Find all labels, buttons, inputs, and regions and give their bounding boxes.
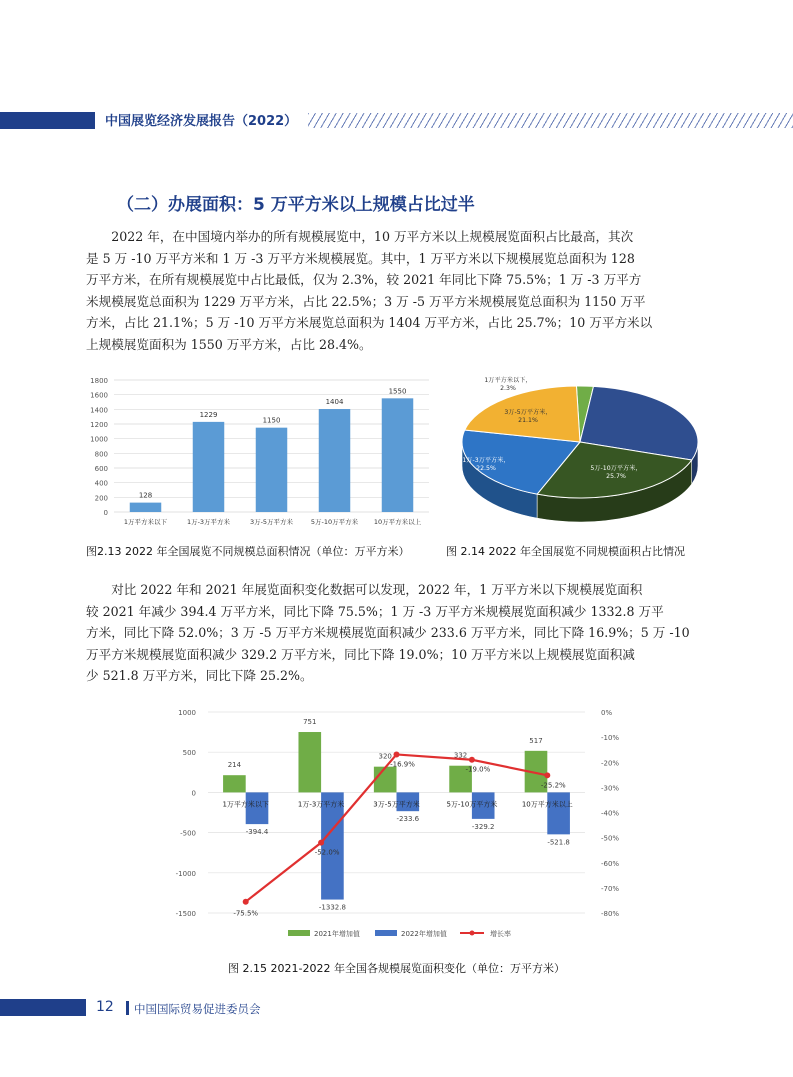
x-tick-label: 1万-3万平方米 [297,800,345,809]
y2-tick-label: -80% [601,910,620,918]
pie-label: 1万平方米以下， 2.3% [484,377,532,392]
x-tick-label: 5万-10万平方米 [446,800,498,809]
y-tick-label: 800 [94,450,108,459]
footer-separator [126,1001,129,1015]
bar [130,503,162,512]
growth-label: -75.5% [233,909,259,918]
y-tick-label: 1000 [178,709,196,717]
data-label-2021: 214 [227,761,242,770]
footer-org: 中国国际贸易促进委员会 [134,1002,261,1016]
footer-bar [0,999,86,1016]
page-number: 12 [96,999,114,1015]
y-tick-label: 200 [94,494,108,503]
y-tick-label: -500 [180,829,196,838]
y-tick-label: 1000 [90,435,108,444]
data-label-2022: -394.4 [245,828,269,837]
text-line: 万平方米规模展览面积减少 329.2 万平方米，同比下降 19.0%；10 万平方米以上规模展览面积减 [86,646,635,662]
growth-label: -25.2% [540,781,566,790]
text-line: 对比 2022 年和 2021 年展览面积变化数据可以发现，2022 年，1 万平方米以下规模展览面积 [111,582,643,597]
data-label-2021: 751 [303,718,317,727]
x-tick-label: 1万-3万平方米 [186,518,231,526]
y-tick-label: 600 [94,465,108,473]
bar [193,422,225,512]
x-tick-label: 1万平方米以下 [222,800,269,809]
y-tick-label: 500 [182,749,196,758]
y-tick-label: 0 [103,509,108,517]
data-label-2022: -521.8 [547,838,570,847]
pie-label: 3万-5万平方米， 21.1% [504,409,552,424]
y-tick-label: 0 [191,789,196,798]
bar-2021 [374,767,397,793]
y-tick-label: -1000 [175,869,196,878]
legend-swatch [375,930,397,936]
text-line: 较 2021 年减少 394.4 万平方米，同比下降 75.5%；1 万 -3 万平方米规模展览面积减少 1332.8 万平 [86,603,664,619]
growth-point [318,840,324,846]
y-tick-label: 1600 [90,391,108,400]
legend-label: 2021年增加值 [314,930,360,938]
text-line: 万平方米，在所有规模展览中占比最低，仅为 2.3%，较 2021 年同比下降 75.5%；1 万 -3 万平方 [86,272,642,288]
growth-label: -16.9% [390,760,415,769]
header-title: 中国展览经济发展报告（2022） [105,114,298,129]
data-label-2021: 517 [529,736,543,745]
data-label: 1404 [325,398,344,407]
data-label-2022: -233.6 [396,815,420,824]
pie-chart-share [448,370,710,538]
bar-2021 [223,775,246,792]
pie-label: 5万-10万平方米， 25.7% [590,465,642,480]
growth-label: -19.0% [465,765,491,774]
bar [382,398,414,512]
y-tick-label: 1800 [90,377,108,385]
y-tick-label: -1500 [175,910,196,918]
data-label-2022: -329.2 [471,822,495,831]
growth-point [243,899,249,905]
growth-point [469,757,475,763]
header-hatch [308,113,793,128]
text-line: 上规模展览面积为 1550 万平方米，占比 28.4%。 [86,336,372,352]
paragraph-1 [86,226,710,356]
x-tick-label: 10万平方米以上 [373,518,422,526]
text-line: 方米，占比 21.1%；5 万 -10 万平方米展览总面积为 1404 万平方米，占比 25.7%；10 万平方米以 [86,315,653,331]
data-label: 128 [138,491,153,500]
data-label: 1150 [262,416,281,425]
y2-tick-label: -40% [601,809,620,818]
x-tick-label: 3万-5万平方米 [373,800,420,809]
section-title: （二）办展面积：5 万平方米以上规模占比过半 [117,195,475,215]
y2-tick-label: 0% [601,709,613,717]
paragraph-2 [86,579,710,687]
growth-label: -52.0% [314,848,340,857]
text-line: 是 5 万 -10 万平方米和 1 万 -3 万平方米规模展览。其中，1 万平方米以下规模展览总面积为 128 [86,250,635,266]
bar-2022 [547,792,570,834]
y2-tick-label: -30% [601,784,620,793]
y2-tick-label: -10% [601,734,620,743]
text-line: 2022 年，在中国境内举办的所有规模展览中，10 万平方米以上规模展览面积占比最高，其次 [111,229,634,244]
y2-tick-label: -20% [601,759,620,768]
caption-fig-2-14: 图 2.14 2022 年全国展览不同规模面积占比情况 [446,545,685,558]
data-label-2022: -1332.8 [318,903,346,912]
caption-fig-2-15: 图 2.15 2021-2022 年全国各规模展览面积变化（单位：万平方米） [228,962,565,975]
pie-label: 10万平方米以上， 28.4% [650,381,702,396]
y-tick-label: 1200 [90,421,108,429]
data-label: 1550 [388,387,407,396]
x-tick-label: 10万平方米以上 [521,800,573,809]
bar [319,409,351,512]
caption-fig-2-13: 图2.13 2022 年全国展览不同规模总面积情况（单位：万平方米） [86,545,410,558]
y2-tick-label: -70% [601,884,620,893]
data-label: 1229 [199,410,218,419]
y2-tick-label: -50% [601,834,620,843]
bar-chart-total-area [84,372,436,534]
x-tick-label: 5万-10万平方米 [310,518,359,526]
y-tick-label: 400 [94,479,108,488]
data-label-2021: 332 [453,751,468,760]
pie-label: 1万-3万平方米， 22.5% [462,457,510,472]
x-tick-label: 3万-5万平方米 [249,518,294,526]
legend-swatch [288,930,310,936]
legend-marker [470,931,475,936]
legend-label: 2022年增加值 [401,930,447,938]
data-label-2021: 320 [378,752,392,761]
text-line: 少 521.8 万平方米，同比下降 25.2%。 [86,668,313,684]
text-line: 米规模展览总面积为 1229 万平方米，占比 22.5%；3 万 -5 万平方米规模展览总面积为 1150 万平 [86,293,646,309]
header-bar [0,112,95,129]
growth-point [394,751,400,757]
x-tick-label: 1万平方米以下 [123,518,168,526]
y-tick-label: 1400 [90,406,108,415]
y2-tick-label: -60% [601,859,620,868]
combo-chart-area-change [170,700,630,950]
bar-2022 [321,792,344,899]
growth-point [544,772,550,778]
bar [256,428,288,512]
legend-label: 增长率 [490,930,511,938]
bar-2021 [298,732,321,792]
text-line: 方米，同比下降 52.0%；3 万 -5 万平方米规模展览面积减少 233.6 万平方米，同比下降 16.9%；5 万 -10 [86,625,690,641]
